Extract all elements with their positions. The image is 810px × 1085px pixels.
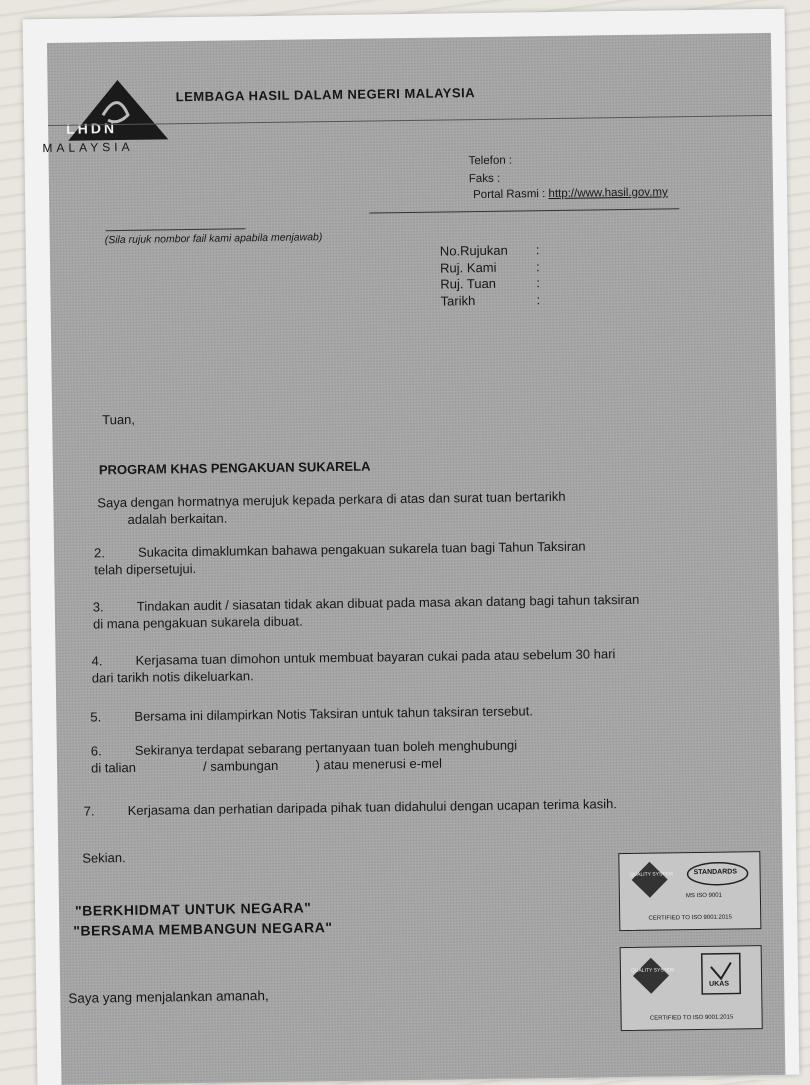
paragraph-6: 6. Sekiranya terdapat sebarang pertanyaan tuan boleh menghubungi di talian / sambungan ) atau menerusi e-mel	[90, 737, 518, 776]
reference-block	[440, 242, 541, 309]
logo-label: LHDN	[66, 120, 118, 137]
letter-sheet	[23, 9, 800, 1085]
reference-row: Ruj. Kami :	[439, 258, 540, 276]
motto-line-2: "BERSAMA MEMBANGUN NEGARA"	[73, 919, 333, 939]
paragraph-3: 3. Tindakan audit / siasatan tidak akan dibuat pada masa akan datang bagi tahun taksiran di mana pengakuan sukarela dibuat.	[92, 591, 640, 632]
contact-fax: Faks :	[468, 172, 501, 186]
quality-system-icon	[631, 955, 672, 996]
reference-row: Tarikh :	[440, 291, 541, 309]
reference-row: Ruj. Tuan :	[440, 275, 541, 292]
portal-link[interactable]: http://www.hasil.gov.my	[548, 186, 668, 201]
signoff: Saya yang menjalankan amanah,	[68, 988, 269, 1006]
quality-system-icon	[629, 859, 670, 900]
closing: Sekian.	[82, 850, 126, 866]
contact-portal	[473, 186, 668, 201]
ukas-crown-icon	[701, 952, 742, 995]
file-ref-line	[106, 228, 246, 231]
certification-badge: QUALITY SYSTEM STANDARDS MS ISO 9001 CERTIFIED TO ISO 9001:2015	[618, 851, 761, 931]
portal-label: Portal Rasmi :	[473, 188, 546, 202]
paragraph-2: 2. Sukacita dimaklumkan bahawa pengakuan sukarela tuan bagi Tahun Taksiran telah dipersetujui.	[93, 538, 586, 578]
logo-country: MALAYSIA	[42, 139, 134, 156]
reference-row: No.Rujukan :	[439, 242, 540, 259]
certification-badge: QUALITY SYSTEM UKAS CERTIFIED TO ISO 9001:2015	[620, 945, 763, 1031]
agency-name: LEMBAGA HASIL DALAM NEGERI MALAYSIA	[175, 85, 476, 105]
reference-note: (Sila rujuk nombor fail kami apabila menjawab)	[104, 231, 323, 247]
paragraph-intro: Saya dengan hormatnya merujuk kepada perkara di atas dan surat tuan bertarikh adalah berkaitan.	[97, 488, 566, 527]
contact-underline	[369, 208, 679, 213]
contact-phone: Telefon :	[468, 154, 513, 168]
paragraph-5: 5. Bersama ini dilampirkan Notis Taksiran untuk tahun taksiran tersebut.	[90, 703, 534, 725]
printed-area	[42, 33, 785, 1085]
motto-line-1: "BERKHIDMAT UNTUK NEGARA"	[74, 899, 312, 919]
paragraph-7: 7. Kerjasama dan perhatian daripada pihak tuan didahului dengan ucapan terima kasih.	[83, 796, 618, 819]
paragraph-4: 4. Kerjasama tuan dimohon untuk membuat bayaran cukai pada atau sebelum 30 hari dari tarikh notis dikeluarkan.	[91, 646, 616, 686]
salutation: Tuan,	[102, 411, 136, 428]
subject-heading: PROGRAM KHAS PENGAKUAN SUKARELA	[98, 458, 371, 478]
